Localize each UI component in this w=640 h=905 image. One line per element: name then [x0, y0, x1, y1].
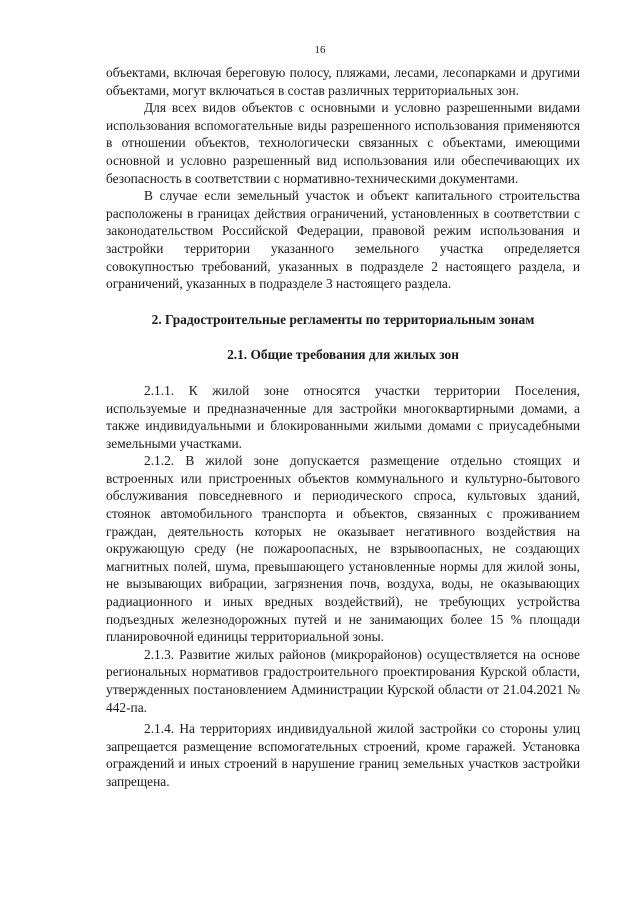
document-body: [106, 64, 580, 791]
paragraph-auxiliary-uses: Для всех видов объектов с основными и условно разрешенными видами использования вспомогательные виды разрешенного использования применяются в отношении объектов, технологически связанных с объектами, имеющими основной и условно разрешенный вид использования или обеспечивающих их безопасность в соответствии с нормативно-техническими документами.: [106, 100, 580, 186]
page-number: 16: [314, 44, 326, 56]
paragraph-2-1-4: 2.1.4. На территориях индивидуальной жилой застройки со стороны улиц запрещается размещение вспомогательных строений, кроме гаражей. Установка ограждений и иных строений в нарушение границ земельных участков застройки запрещена.: [106, 721, 580, 789]
paragraph-restrictions: В случае если земельный участок и объект капитального строительства расположены в границах действия ограничений, установленных в соответствии с законодательством Российской Федерации, правовой режим использования и застройки территории указанного земельного участка определяется совокупностью требований, указанных в подразделе 2 настоящего раздела, и ограничений, указанных в подразделе 3 настоящего раздела.: [106, 188, 580, 292]
paragraph-continuation: объектами, включая береговую полосу, пляжами, лесами, лесопарками и другими объектами, могут включаться в состав различных территориальных зон.: [106, 65, 580, 98]
subsection-heading: 2.1. Общие требования для жилых зон: [227, 347, 459, 363]
section-heading: 2. Градостроительные регламенты по территориальным зонам: [151, 311, 535, 327]
paragraph-2-1-3: 2.1.3. Развитие жилых районов (микрорайонов) осуществляется на основе региональных нормативов градостроительного проектирования Курской области, утвержденных постановлением Администрации Курской области от 21.04.2021 № 442-па.: [106, 646, 580, 715]
paragraph-2-1-2: 2.1.2. В жилой зоне допускается размещение отдельно стоящих и встроенных или пристроенных объектов коммунального и культурно-бытового обслуживания повседневного и периодического спроса, культовых зданий, стоянок автомобильного транспорта и объектов, связанных с проживанием граждан, деятельность которых не оказывает негативного воздействия на окружающую среду (не пожароопасных, не взрывоопасных, не создающих магнитных полей, шума, превышающего установленные нормы для жилой зоны, не вызывающих вибрации, загрязнения почв, воздуха, воды, не оказывающих радиационного и иных вредных воздействий), не требующих устройства подъездных железнодорожных путей и не занимающих более 15 % площади планировочной единицы территориальной зоны.: [106, 453, 580, 645]
paragraph-2-1-1: 2.1.1. К жилой зоне относятся участки территории Поселения, используемые и предназначенные для застройки многоквартирными домами, а также индивидуальными и блокированными жилыми домами с приусадебными земельными участками.: [106, 382, 580, 451]
